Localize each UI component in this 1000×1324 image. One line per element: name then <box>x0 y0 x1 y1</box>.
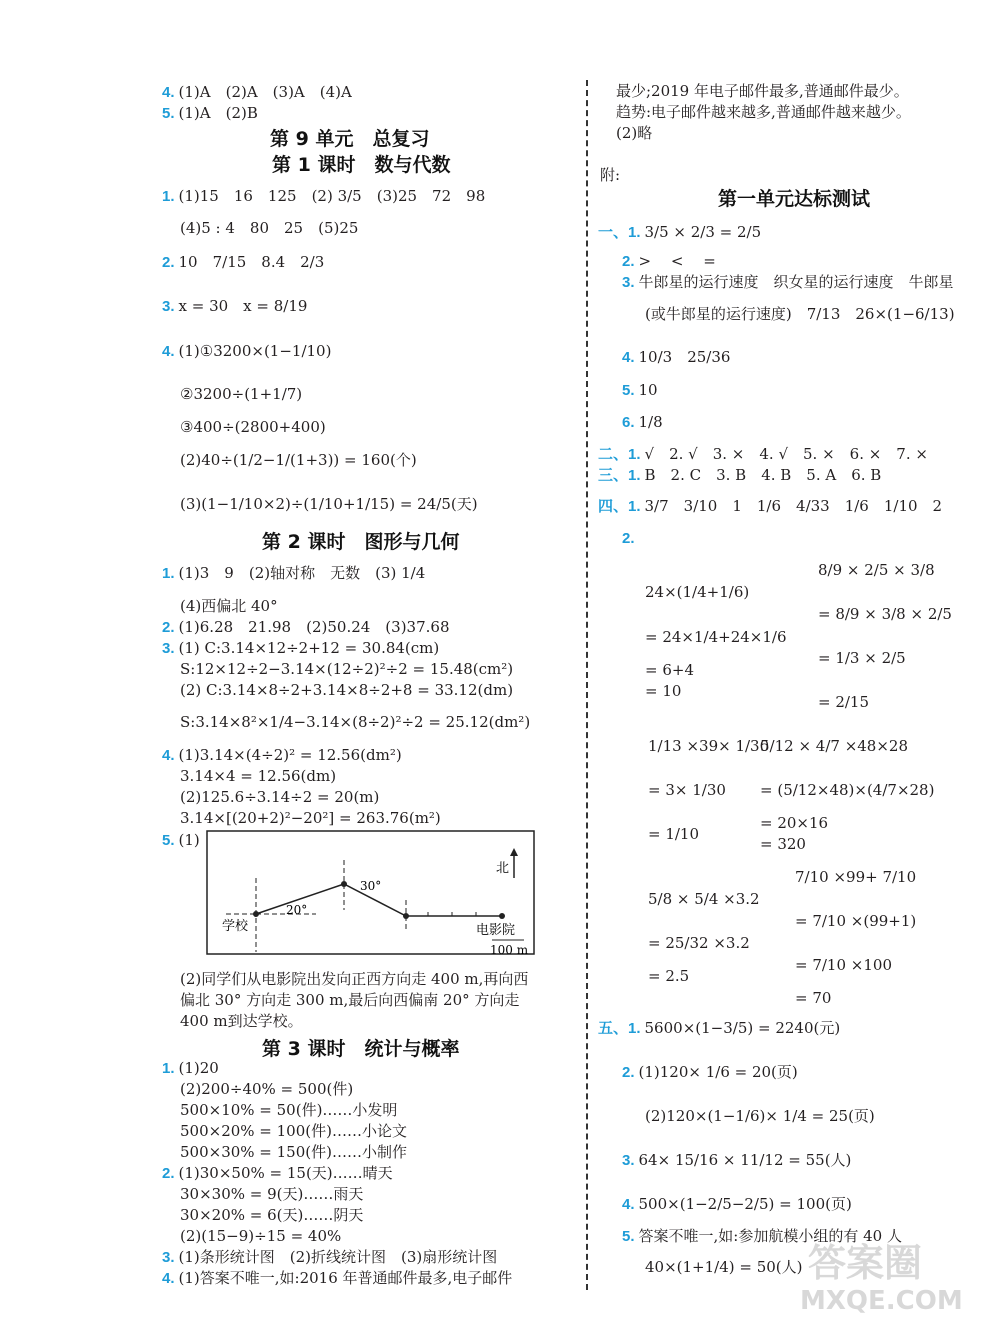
right-answer-line <box>760 813 828 833</box>
answer-text: (1)条形统计图 (2)折线统计图 (3)扇形统计图 <box>178 1248 498 1266</box>
answer-text: = 1/10 <box>648 825 700 843</box>
question-number: 4. <box>622 349 635 366</box>
answer-text: 10 7/15 8.4 2/3 <box>178 253 325 271</box>
right-answer-line <box>622 528 639 549</box>
right-answer-line <box>648 933 750 953</box>
answer-text: (2)40÷(1/2−1/(1+3)) = 160(个) <box>180 451 417 469</box>
answer-text: 附: <box>600 166 621 184</box>
answer-text: = 24×1/4+24×1/6 <box>645 628 787 646</box>
left-answer-line <box>180 1121 407 1141</box>
question-number: 4. <box>162 343 175 360</box>
cinema-label: 电影院 <box>476 923 516 938</box>
right-answer-line <box>795 988 831 1008</box>
left-answer-line <box>180 1011 303 1031</box>
right-answer-line <box>760 780 934 800</box>
left-answer-line <box>180 808 441 828</box>
section-heading: 第 9 单元 总复习 <box>270 128 430 150</box>
answer-text: (1)3.14×(4÷2)² = 12.56(dm²) <box>178 746 402 764</box>
section-heading: 第 1 课时 数与代数 <box>272 154 451 176</box>
right-answer-line <box>622 412 663 433</box>
answer-text: S:3.14×8²×1/4−3.14×(8÷2)²÷2 = 25.12(dm²) <box>180 713 531 731</box>
question-number: 3. <box>162 1249 175 1266</box>
right-answer-line <box>645 627 787 647</box>
left-answer-line <box>162 1163 393 1184</box>
answer-text: √ 2. √ 3. × 4. √ 5. × 6. × 7. × <box>644 445 928 463</box>
answer-text: 3.14×[(20+2)²−20²] = 263.76(m²) <box>180 809 441 827</box>
right-answer-line <box>760 834 806 854</box>
left-answer-line <box>162 563 425 584</box>
left-answer-line <box>180 1184 363 1204</box>
left-answer-line <box>180 1226 341 1246</box>
question-number: 2. <box>162 619 175 636</box>
answer-text: (2) C:3.14×8÷2+3.14×8÷2+8 = 33.12(dm) <box>180 681 514 699</box>
answer-text: 400 m到达学校。 <box>180 1012 303 1030</box>
answer-text: 64× 15/16 × 11/12 = 55(人) <box>638 1151 852 1169</box>
question-number: 4. <box>162 84 175 101</box>
question-number: 3. <box>622 274 635 291</box>
right-answer-line <box>795 867 916 887</box>
right-answer-line <box>622 1062 798 1083</box>
right-answer-line <box>616 102 911 122</box>
right-answer-line <box>648 780 726 800</box>
left-answer-line <box>162 252 324 273</box>
answer-text: = 2/15 <box>818 693 870 711</box>
answer-text: 1/8 <box>638 413 663 431</box>
answer-text: 答案不唯一,如:参加航模小组的有 40 人 <box>638 1227 902 1245</box>
answer-text: (2)(15−9)÷15 = 40% <box>180 1227 342 1245</box>
answer-text: = (5/12×48)×(4/7×28) <box>760 781 935 799</box>
answer-text: 500×10% = 50(件)……小发明 <box>180 1101 398 1119</box>
question-number: 三、1. <box>598 467 641 484</box>
left-answer-line <box>162 1247 497 1268</box>
right-answer-line <box>648 736 769 756</box>
right-answer-line <box>760 736 908 756</box>
answer-text: 10/3 25/36 <box>638 348 731 366</box>
answer-text: (1)3 9 (2)轴对称 无数 (3) 1/4 <box>178 564 426 582</box>
answer-text: = 3× 1/30 <box>648 781 726 799</box>
answer-text: (1)30×50% = 15(天)……晴天 <box>178 1164 393 1182</box>
right-answer-line <box>645 1257 803 1277</box>
question-number: 1. <box>162 188 175 205</box>
answer-text: 5600×(1−3/5) = 2240(元) <box>644 1019 841 1037</box>
answer-text: 5/12 × 4/7 ×48×28 <box>760 737 909 755</box>
answer-text: (1)答案不唯一,如:2016 年普通邮件最多,电子邮件 <box>178 1269 513 1287</box>
question-number: 5. <box>162 105 175 122</box>
answer-text: 牛郎星的运行速度 织女星的运行速度 牛郎星 <box>638 273 954 291</box>
turn-point-2 <box>403 913 409 919</box>
left-answer-line <box>180 596 278 616</box>
answer-text: (1)A (2)A (3)A (4)A <box>178 83 352 101</box>
left-answer-line <box>180 766 336 786</box>
school-label: 学校 <box>222 919 249 934</box>
left-answer-line <box>180 990 519 1010</box>
section-heading: 第 3 课时 统计与概率 <box>262 1038 460 1060</box>
left-answer-line <box>162 1058 219 1079</box>
left-answer-line <box>162 186 485 207</box>
answer-text: = 320 <box>760 835 806 853</box>
answer-text: (2)125.6÷3.14÷2 = 20(m) <box>180 788 380 806</box>
answer-text: 30×30% = 9(天)……雨天 <box>180 1185 364 1203</box>
left-answer-line <box>162 296 307 317</box>
answer-text: 偏北 30° 方向走 300 m,最后向西偏南 20° 方向走 <box>180 991 520 1009</box>
left-answer-line <box>162 1268 512 1289</box>
right-answer-line <box>598 465 881 486</box>
question-number: 四、1. <box>598 498 641 515</box>
right-answer-line <box>645 1106 875 1126</box>
question-number: 一、1. <box>598 224 641 241</box>
answer-text: S:12×12÷2−3.14×(12÷2)²÷2 = 15.48(cm²) <box>180 660 514 678</box>
right-answer-line <box>616 81 909 101</box>
answer-text: = 7/10 ×100 <box>795 956 892 974</box>
right-answer-line <box>645 660 694 680</box>
right-answer-line <box>622 272 954 293</box>
left-answer-line <box>162 82 352 103</box>
answer-text: (1)20 <box>178 1059 219 1077</box>
left-answer-line <box>180 218 358 238</box>
left-answer-line <box>180 417 326 437</box>
answer-text: (1) C:3.14×12÷2+12 = 30.84(cm) <box>178 639 440 657</box>
answer-text: 1/13 ×39× 1/30 <box>648 737 770 755</box>
answer-text: 最少;2019 年电子邮件最多,普通邮件最少。 <box>616 82 909 100</box>
right-answer-line <box>818 604 952 624</box>
watermark-url: MXQE.COM <box>800 1286 963 1316</box>
right-answer-line <box>598 222 761 243</box>
answer-text: (1)6.28 21.98 (2)50.24 (3)37.68 <box>178 618 450 636</box>
angle-30-label: 30° <box>360 879 382 893</box>
right-answer-line <box>598 496 942 517</box>
left-answer-line <box>180 969 528 989</box>
answer-text: (4)5 : 4 80 25 (5)25 <box>180 219 359 237</box>
right-answer-line <box>648 966 689 986</box>
left-answer-line <box>162 617 449 638</box>
left-answer-line <box>162 103 258 124</box>
right-answer-line <box>616 123 652 143</box>
answer-text: (2)120×(1−1/6)× 1/4 = 25(页) <box>645 1107 875 1125</box>
left-answer-line <box>180 712 530 732</box>
answer-text: 3/5 × 2/3 = 2/5 <box>644 223 762 241</box>
answer-text: ②3200÷(1+1/7) <box>180 385 303 403</box>
answer-text: = 70 <box>795 989 832 1007</box>
scale-label: 100 m <box>490 943 529 956</box>
school-point <box>253 911 259 917</box>
cinema-point <box>499 913 505 919</box>
answer-text: 趋势:电子邮件越来越多,普通邮件越来越少。 <box>616 103 911 121</box>
question-number: 1. <box>162 565 175 582</box>
question-number: 二、1. <box>598 446 641 463</box>
left-answer-line <box>180 1100 397 1120</box>
left-answer-line <box>180 659 513 679</box>
right-answer-line <box>818 560 935 580</box>
watermark-logo: 答案圈 <box>808 1241 923 1285</box>
answer-text: (1) <box>178 831 200 849</box>
right-answer-line <box>645 681 681 701</box>
question-number: 2. <box>162 254 175 271</box>
right-answer-line <box>622 380 658 401</box>
question-number: 3. <box>622 1152 635 1169</box>
direction-map <box>206 830 536 956</box>
answer-text: 500×(1−2/5−2/5) = 100(页) <box>638 1195 852 1213</box>
answer-text: 24×(1/4+1/6) <box>645 583 750 601</box>
left-answer-line <box>162 830 200 851</box>
left-answer-line <box>180 787 379 807</box>
answer-text: (1)①3200×(1−1/10) <box>178 342 332 360</box>
answer-text: 40×(1+1/4) = 50(人) <box>645 1258 803 1276</box>
answer-text: 8/9 × 2/5 × 3/8 <box>818 561 935 579</box>
question-number: 五、1. <box>598 1020 641 1037</box>
right-answer-line <box>622 1150 851 1171</box>
question-number: 4. <box>622 1196 635 1213</box>
answer-text: (1)120× 1/6 = 20(页) <box>638 1063 798 1081</box>
answer-text: 10 <box>638 381 658 399</box>
answer-text: (4)西偏北 40° <box>180 597 278 615</box>
question-number: 5. <box>622 382 635 399</box>
right-answer-line <box>648 889 760 909</box>
section-heading: 第一单元达标测试 <box>718 188 871 210</box>
answer-text: (3)(1−1/10×2)÷(1/10+1/15) = 24/5(天) <box>180 495 478 513</box>
right-answer-line <box>600 165 620 185</box>
left-answer-line <box>180 450 417 470</box>
answer-text: (1)A (2)B <box>178 104 258 122</box>
answer-text: = 10 <box>645 682 682 700</box>
right-answer-line <box>818 648 906 668</box>
right-answer-line <box>795 911 916 931</box>
question-number: 3. <box>162 640 175 657</box>
north-label: 北 <box>496 861 510 876</box>
left-answer-line <box>180 494 478 514</box>
left-answer-line <box>180 1205 363 1225</box>
answer-text: > < = <box>638 252 716 270</box>
question-number: 5. <box>622 1228 635 1245</box>
right-answer-line <box>648 824 699 844</box>
answer-text: = 2.5 <box>648 967 690 985</box>
answer-text: (2)略 <box>616 124 653 142</box>
question-number: 5. <box>162 832 175 849</box>
left-answer-line <box>162 638 439 659</box>
right-answer-line <box>622 1194 852 1215</box>
answer-text: x = 30 x = 8/19 <box>178 297 308 315</box>
question-number: 2. <box>622 1064 635 1081</box>
question-number: 4. <box>162 747 175 764</box>
answer-text: ③400÷(2800+400) <box>180 418 326 436</box>
turn-point-1 <box>341 881 347 887</box>
right-answer-line <box>598 444 928 465</box>
answer-text: 500×20% = 100(件)……小论文 <box>180 1122 407 1140</box>
answer-text: (或牛郎星的运行速度) 7/13 26×(1−6/13) <box>645 305 955 323</box>
right-answer-line <box>818 692 869 712</box>
left-answer-line <box>162 745 402 766</box>
answer-text: = 25/32 ×3.2 <box>648 934 750 952</box>
answer-text: 30×20% = 6(天)……阴天 <box>180 1206 364 1224</box>
question-number: 2. <box>162 1165 175 1182</box>
answer-text: = 20×16 <box>760 814 829 832</box>
left-answer-line <box>180 384 302 404</box>
right-answer-line <box>622 251 716 272</box>
question-number: 4. <box>162 1270 175 1287</box>
right-answer-line <box>645 582 749 602</box>
answer-text: (1)15 16 125 (2) 3/5 (3)25 72 98 <box>178 187 486 205</box>
question-number: 6. <box>622 414 635 431</box>
question-number: 2. <box>622 530 635 547</box>
question-number: 3. <box>162 298 175 315</box>
left-answer-line <box>180 1079 353 1099</box>
question-number: 2. <box>622 253 635 270</box>
left-answer-line <box>180 680 513 700</box>
answer-text: 3.14×4 = 12.56(dm) <box>180 767 337 785</box>
right-answer-line <box>622 347 730 368</box>
answer-text: (2)同学们从电影院出发向正西方向走 400 m,再向西 <box>180 970 529 988</box>
answer-text: 5/8 × 5/4 ×3.2 <box>648 890 760 908</box>
answer-text: 3/7 3/10 1 1/6 4/33 1/6 1/10 2 <box>644 497 943 515</box>
answer-text: (2)200÷40% = 500(件) <box>180 1080 354 1098</box>
answer-text: 7/10 ×99+ 7/10 <box>795 868 917 886</box>
answer-text: = 6+4 <box>645 661 694 679</box>
answer-text: 500×30% = 150(件)……小制作 <box>180 1143 407 1161</box>
left-answer-line <box>162 341 331 362</box>
left-answer-line <box>180 1142 407 1162</box>
right-answer-line <box>645 304 955 324</box>
answer-text: = 1/3 × 2/5 <box>818 649 906 667</box>
section-heading: 第 2 课时 图形与几何 <box>262 531 460 553</box>
angle-20-label: 20° <box>286 903 308 917</box>
answer-text: B 2. C 3. B 4. B 5. A 6. B <box>644 466 882 484</box>
answer-text: = 7/10 ×(99+1) <box>795 912 917 930</box>
right-answer-line <box>795 955 892 975</box>
column-divider <box>586 80 588 1290</box>
right-answer-line <box>598 1018 840 1039</box>
answer-text: = 8/9 × 3/8 × 2/5 <box>818 605 952 623</box>
question-number: 1. <box>162 1060 175 1077</box>
